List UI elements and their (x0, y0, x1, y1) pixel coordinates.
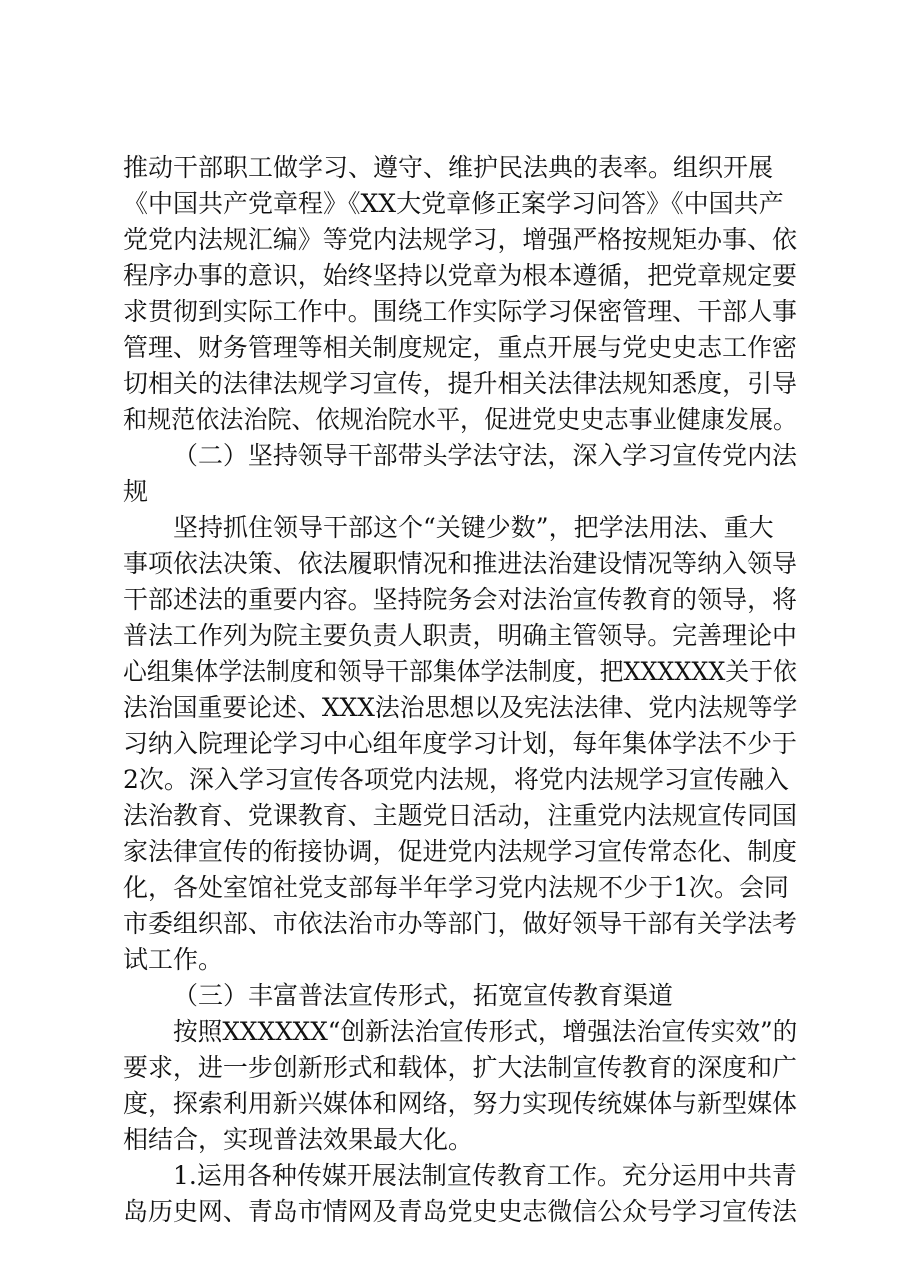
text-line: 1.运用各种传媒开展法制宣传教育工作。充分运用中共青 (173, 1161, 797, 1190)
text-line: 法治国重要论述、XXX法治思想以及宪法法律、党内法规等学 (123, 693, 798, 722)
text-line: 程序办事的意识，始终坚持以党章为根本遵循，把党章规定要 (123, 261, 798, 290)
text-line: 习纳入院理论学习中心组年度学习计划，每年集体学法不少于 (123, 729, 798, 758)
text-line: 岛历史网、青岛市情网及青岛党史史志微信公众号学习宣传法 (123, 1197, 798, 1226)
section-heading-3: （三）丰富普法宣传形式，拓宽宣传教育渠道 (173, 981, 674, 1010)
text-line: 家法律宣传的衔接协调，促进党内法规学习宣传常态化、制度 (123, 837, 798, 866)
text-line: 市委组织部、市依法治市办等部门，做好领导干部有关学法考 (123, 909, 798, 938)
text-line: 推动干部职工做学习、遵守、维护民法典的表率。组织开展 (123, 153, 774, 182)
text-line: 法治教育、党课教育、主题党日活动，注重党内法规宣传同国 (123, 801, 798, 830)
text-line: 事项依法决策、依法履职情况和推进法治建设情况等纳入领导 (123, 549, 798, 578)
text-line: 试工作。 (123, 945, 224, 974)
text-line: 和规范依法治院、依规治院水平，促进党史史志事业健康发展。 (123, 405, 798, 434)
text-line: 《中国共产党章程》《XX大党章修正案学习问答》《中国共产 (123, 189, 784, 218)
section-heading-2: （二）坚持领导干部带头学法守法，深入学习宣传党内法 (173, 441, 798, 470)
text-line: 党党内法规汇编》等党内法规学习，增强严格按规矩办事、依 (123, 225, 798, 254)
text-line: 坚持抓住领导干部这个“关键少数”，把学法用法、重大 (173, 513, 774, 542)
text-line: 切相关的法律法规学习宣传，提升相关法律法规知悉度，引导 (123, 369, 798, 398)
text-line: 心组集体学法制度和领导干部集体学法制度，把XXXXXX关于依 (123, 657, 797, 686)
text-line: 普法工作列为院主要负责人职责，明确主管领导。完善理论中 (123, 621, 798, 650)
section-heading-2-continued: 规 (123, 477, 149, 506)
text-line: 求贯彻到实际工作中。围绕工作实际学习保密管理、干部人事 (123, 297, 798, 326)
text-line: 要求，进一步创新形式和载体，扩大法制宣传教育的深度和广 (123, 1053, 798, 1082)
text-line: 管理、财务管理等相关制度规定，重点开展与党史史志工作密 (123, 333, 798, 362)
text-line: 干部述法的重要内容。坚持院务会对法治宣传教育的领导，将 (123, 585, 798, 614)
text-line: 相结合，实现普法效果最大化。 (123, 1125, 474, 1154)
text-line: 按照XXXXXX“创新法治宣传形式，增强法治宣传实效”的 (173, 1017, 798, 1046)
text-line: 2次。深入学习宣传各项党内法规，将党内法规学习宣传融入 (123, 765, 789, 794)
text-line: 度，探索利用新兴媒体和网络，努力实现传统媒体与新型媒体 (123, 1089, 798, 1118)
text-line: 化，各处室馆社党支部每半年学习党内法规不少于1次。会同 (123, 873, 789, 902)
